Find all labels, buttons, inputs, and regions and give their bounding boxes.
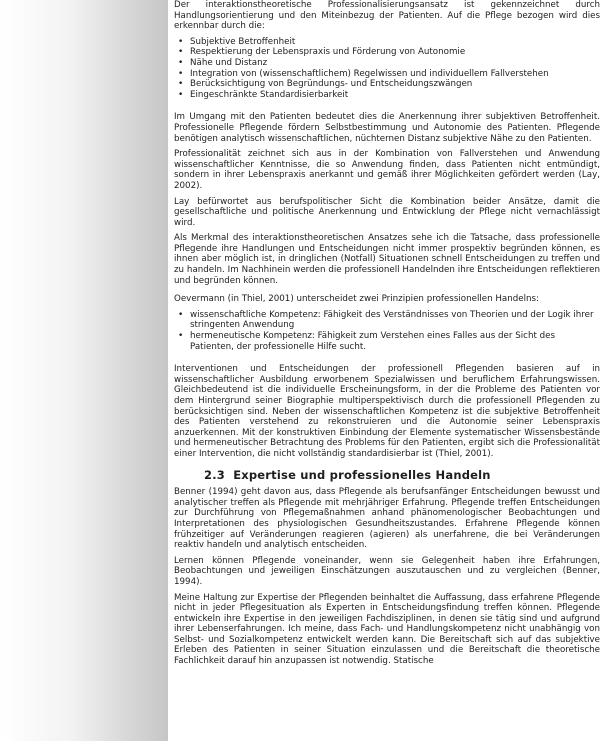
list-item: • Nähe und Distanz	[190, 58, 600, 69]
page-margin-shadow	[0, 0, 168, 741]
list-item: • Respektierung der Lebenspraxis und Förderung von Autonomie	[190, 47, 600, 58]
list-item: • Integration von (wissenschaftlichem) Regelwissen und individuellem Fallverstehen	[190, 69, 600, 80]
section-number: 2.3	[204, 467, 225, 482]
body-paragraph: Lernen können Pflegende voneinander, wenn sie Gelegenheit haben ihre Erfahrungen, Beobachtungen und jeweiligen Einschätzungen auszutauschen und zu vergleichen (Benner, 1994).	[174, 555, 600, 587]
section-title: Expertise und professionelles Handeln	[233, 467, 491, 482]
oevermann-paragraph: Oevermann (in Thiel, 2001) unterscheidet zwei Prinzipien professionellen Handelns:	[174, 294, 539, 305]
document-page	[174, 0, 600, 741]
list-item: • hermeneutische Kompetenz: Fähigkeit zum Verstehen eines Falles aus der Sicht des Patienten, der professionelle Hilfe sucht.	[190, 331, 600, 352]
body-paragraph: Lay befürwortet aus berufspolitischer Sicht die Kombination beider Ansätze, damit die gesellschaftliche und politische Anerkennung und Entwicklung der Pflege nicht vernachlässigt wird.	[174, 196, 600, 228]
list-item: • Berücksichtigung von Begründungs- und Entscheidungszwängen	[190, 79, 600, 90]
list-item: • Subjektive Betroffenheit	[190, 37, 600, 48]
body-paragraph: Benner (1994) geht davon aus, dass Pflegende als berufsanfänger Entscheidungen bewusst und analytischer treffen als Pflegende mit mehrjähriger Erfahrung. Pflegende treffen Entscheidungen zur Durchführung von Pflegemaßnahmen anhand phänomenologischer Beobachtungen und Interpretationen des physiologischen Gesundheitszustandes. Erfahrene Pflegende können frühzeitiger auf Veränderungen reagieren (agieren) als unerfahrene, die bei Veränderungen reaktiv handeln und analytisch entscheiden.	[174, 487, 600, 551]
body-paragraph: Als Merkmal des interaktionstheoretischen Ansatzes sehe ich die Tatsache, dass professionelle Pflegende ihre Handlungen und Entscheidungen nicht immer prospektiv begründen können, es ihnen aber möglich ist, in dringlichen (Notfall) Situationen schnell Entscheidungen zu treffen und zu handeln. Im Nachhinein werden die professionell Handelnden ihre Entscheidungen reflektieren und begründen können.	[174, 233, 600, 286]
body-paragraph: Meine Haltung zur Expertise der Pflegenden beinhaltet die Auffassung, dass erfahrene Pflegende nicht in jeder Pflegesituation als Experten in Entscheidungsfindung treffen können. Pflegende entwickeln ihre Expertise in den jeweiligen Fachdisziplinen, in denen sie tätig sind und aufgrund ihrer Lebenserfahrungen. Ich meine, dass Fach- und Handlungskompetenz nicht unabhängig von Selbst- und Sozialkompetenz entwickelt werden kann. Die Bereitschaft sich auf das subjektive Erleben des Patienten in seiner Situation einzulassen und die Bereitschaft die theoretische Fachlichkeit darauf hin anzupassen ist notwendig. Statische	[174, 592, 600, 667]
body-paragraph: Professionalität zeichnet sich aus in der Kombination von Fallverstehen und Anwendung wissenschaftlicher Kenntnisse, die so Anwendung finden, dass Patienten nicht entmündigt, sondern in ihrer Lebenspraxis anerkannt und gemäß ihrer Möglichkeiten gefördert werden (Lay, 2002).	[174, 149, 600, 191]
body-paragraph: Im Umgang mit den Patienten bedeutet dies die Anerkennung ihrer subjektiven Betroffenheit. Professionelle Pflegende fördern Selbstbestimmung und Autonomie des Patienten. Pflegende benötigen analytisch wissenschaftlichen, nüchternen Distanz subjektive Nähe zu den Patienten.	[174, 112, 600, 144]
body-paragraph: Interventionen und Entscheidungen der professionell Pflegenden basieren auf in wissenschaftlicher Ausbildung erworbenem Spezialwissen und beruflichem Erfahrungswissen. Gleichbedeutend ist die individuelle Erscheinungsform, in der die Probleme des Patienten vor dem Hintergrund seiner Biographie multiperspektivisch durch die professionell Pflegenden zu berücksichtigen sind. Neben der wissenschaftlichen Kompetenz ist die subjektive Betroffenheit des Patienten verstehend zu rekonstruieren und die Autonomie seiner Lebenspraxis anzuerkennen. Mit der konstruktiven Einbindung der Elemente systematischer Wissensbestände und hermeneutischer Betrachtung des Problems für den Patienten, ergibt sich die Professionalität einer Intervention, die nicht vollständig standardisierbar ist (Thiel, 2001).	[174, 364, 600, 459]
list-item: • wissenschaftliche Kompetenz: Fähigkeit des Verständnisses von Theorien und der Logik ihrer stringenten Anwendung	[190, 310, 600, 331]
professionalization-criteria-list	[174, 37, 600, 101]
list-item: • Eingeschränkte Standardisierbarkeit	[190, 90, 600, 101]
intro-paragraph: Der interaktionstheoretische Professionalisierungsansatz ist gekennzeichnet durch Handlungsorientierung und den Miteinbezug der Patienten. Auf die Pflege bezogen wird dies erkennbar durch die:	[174, 0, 600, 32]
section-heading	[204, 467, 600, 482]
competence-list	[174, 310, 600, 352]
